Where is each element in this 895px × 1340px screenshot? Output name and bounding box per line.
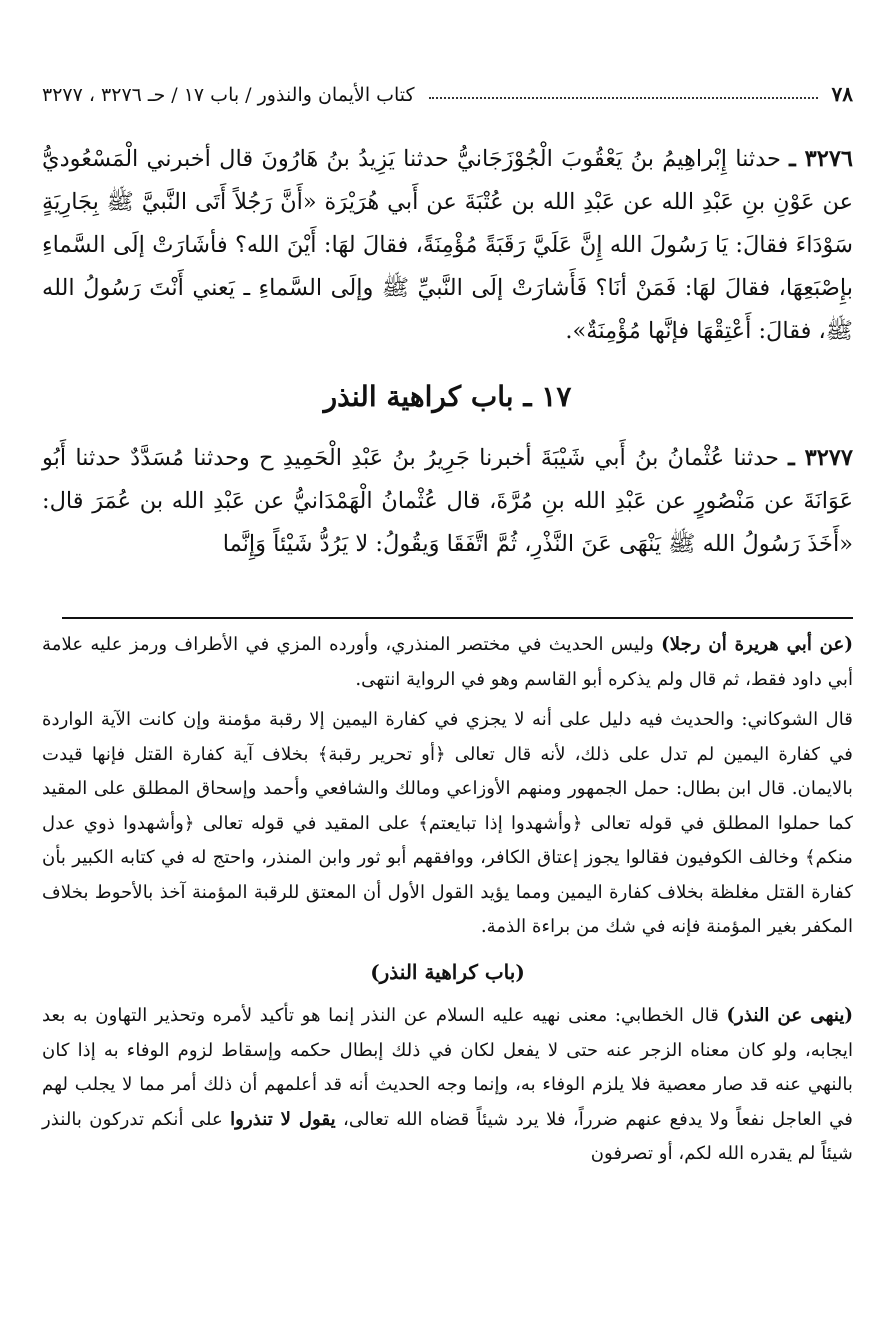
hadith-3276 bbox=[42, 138, 853, 353]
commentary-paragraph bbox=[42, 999, 853, 1172]
commentary-emphasis: يقول لا تنذروا bbox=[230, 1108, 336, 1130]
header-title: كتاب الأيمان والنذور / باب ١٧ / حـ ٣٢٧٦ ، ٣٢٧٧ bbox=[42, 84, 415, 106]
commentary-lemma: (ينهى عن النذر) bbox=[726, 1005, 853, 1026]
page-number: ٧٨ bbox=[831, 82, 853, 106]
chapter-title: كراهية النذر bbox=[323, 380, 462, 413]
chapter-heading bbox=[42, 375, 853, 419]
running-header bbox=[42, 84, 853, 105]
hadith-3277 bbox=[42, 437, 853, 566]
commentary-paragraph bbox=[42, 703, 853, 945]
chapter-number: ١٧ ـ bbox=[523, 380, 572, 413]
hadith-number: ٣٢٧٧ ـ bbox=[788, 445, 853, 471]
hadith-text-area bbox=[42, 138, 853, 566]
header-dot-leader bbox=[429, 97, 818, 99]
chapter-bab: باب bbox=[470, 380, 514, 413]
commentary-paragraph bbox=[42, 628, 853, 697]
commentary-lemma: (عن أبي هريرة أن رجلا) bbox=[661, 634, 853, 655]
hadith-body: حدثنا عُثْمانُ بنُ أَبي شَيْبَةَ أخبرنا جَرِيرُ بنُ عَبْدِ الْحَمِيدِ ح وحدثنا مُسَدَّدٌ حدثنا أَبُو عَوَانَةَ عن مَنْصُورٍ عن عَبْدِ الله بنِ مُرَّةَ، قال عُثْمانُ الْهَمْدَانيُّ عن عَبْدِ الله بن عُمَرَ قال: «أَخَذَ رَسُولُ الله ﷺ يَنْهَى عَنَ النَّذْرِ، ثُمَّ اتَّفَقَا وَيقُولُ: لا يَرُدُّ شَيْئاً وَإِنَّما bbox=[42, 445, 853, 557]
hadith-body: حدثنا إِبْراهِيمُ بنُ يَعْقُوبَ الْجُوْزَجَانيُّ حدثنا يَزِيدُ بنُ هَارُونَ قال أخبرني الْمَسْعُوديُّ عن عَوْنِ بنِ عَبْدِ الله عن عَبْدِ الله بن عُتْبَةَ عن أَبي هُرَيْرَة «أَنَّ رَجُلاً أَتَى النَّبيَّ ﷺ بِجَارِيَةٍ سَوْدَاءَ فقالَ: يَا رَسُولَ الله إِنَّ عَلَيَّ رَقَبَةً مُؤْمِنَةً، فقالَ لهَا: أَيْنَ الله؟ فأشَارَتْ إلَى السَّماءِ بإِصْبَعِهَا، فقالَ لهَا: فَمَنْ أنَا؟ فَأَشارَتْ إلَى النَّبيِّ ﷺ وإلَى السَّماءِ ـ يَعني أَنْتَ رَسُولُ الله ﷺ، فقالَ: أَعْتِقْهَا فإنَّها مُؤْمِنَةٌ». bbox=[42, 146, 853, 344]
commentary-text: قال الشوكاني: والحديث فيه دليل على أنه لا يجزي في كفارة اليمين إلا رقبة مؤمنة وإن كانت الآية الواردة في كفارة اليمين لم تدل على ذلك، لأنه قال تعالى ﴿أو تحرير رقبة﴾ بخلاف آية كفارة القتل فإنها قيدت بالايمان. قال ابن بطال: حمل الجمهور ومنهم الأوزاعي ومالك والشافعي وأحمد وإسحاق المطلق على المقيد كما حملوا المطلق في قوله تعالى ﴿وأشهدوا إذا تبايعتم﴾ على المقيد في قوله تعالى ﴿وأشهدوا ذوي عدل منكم﴾ وخالف الكوفيون فقالوا يجوز إعتاق الكافر، ووافقهم أبو ثور وابن المنذر، واحتج له في كتابه الكبير بأن كفارة القتل مغلظة بخلاف كفارة اليمين ومما يؤيد القول الأول أن المعتق للرقبة المؤمنة آخذ بالأحوط بخلاف المكفر بغير المؤمنة فإنه في شك من براءة الذمة. bbox=[42, 709, 853, 937]
commentary-text: قال الخطابي: معنى نهيه عليه السلام عن النذر إنما هو تأكيد لأمره وتحذير التهاون به بعد ايجابه، ولو كان معناه الزجر عنه حتى لا يفعل لكان في ذلك إبطال حكمه وإسقاط لزوم الوفاء به إذا كان بالنهي عنه قد صار معصية فلا يلزم الوفاء به، وإنما وجه الحديث أنه قد أعلمهم أن ذلك أمر مما لا يجلب لهم في العاجل نفعاً ولا يدفع عنهم ضرراً، فلا يرد شيئاً قضاه الله تعالى، bbox=[42, 1005, 853, 1130]
commentary-subheading: (باب كراهية النذر) bbox=[370, 959, 525, 984]
commentary-text: على أنكم تدركون بالنذر شيئاً لم يقدره الله لكم، أو تصرفون bbox=[42, 1108, 853, 1164]
commentary-text: وليس الحديث في مختصر المنذري، وأورده المزي في الأطراف ورمز عليه علامة أبي داود فقط، ثم قال ولم يذكره أبو القاسم وهو في الرواية انتهى. bbox=[42, 634, 853, 690]
footnote-divider bbox=[62, 617, 853, 619]
hadith-number: ٣٢٧٦ ـ bbox=[789, 146, 854, 172]
commentary-section bbox=[42, 628, 853, 1178]
